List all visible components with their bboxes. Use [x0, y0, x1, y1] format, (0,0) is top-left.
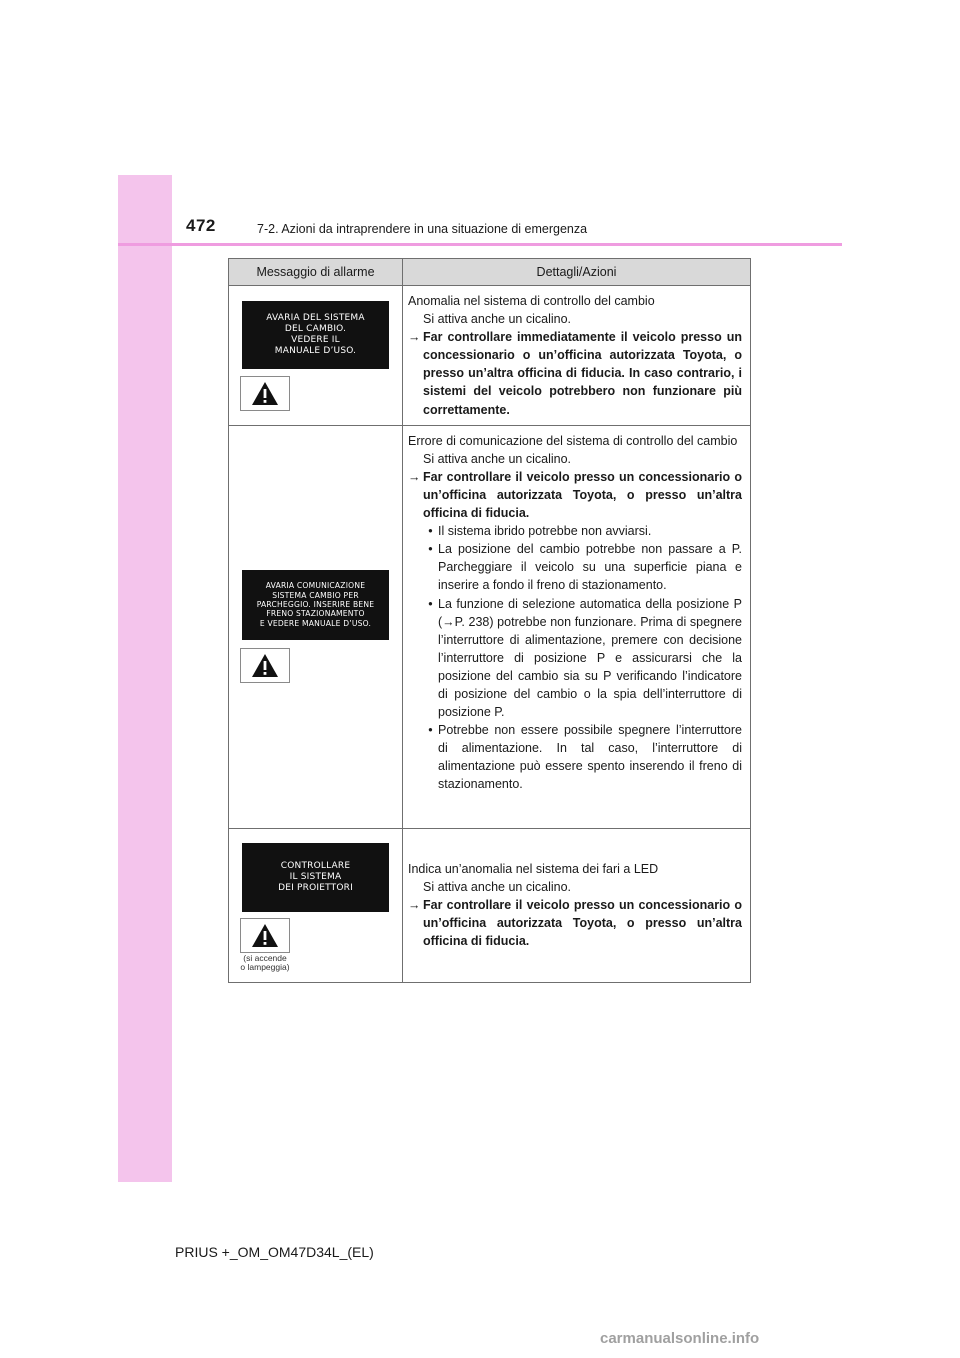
arrow-icon: → [408, 898, 421, 913]
screen-line: FRENO STAZIONAMENTO [266, 609, 365, 619]
screen-line: SISTEMA CAMBIO PER [272, 590, 359, 600]
table-row [229, 286, 751, 426]
table-row [229, 425, 751, 828]
section-title: 7-2. Azioni da intraprendere in una situazione di emergenza [257, 222, 588, 236]
message-cell [229, 286, 403, 426]
details-title: Indica un’anomalia nel sistema dei fari a LED [408, 861, 659, 876]
list-item [423, 595, 742, 722]
action-text: Far controllare il veicolo presso un concessionario o un’officina autorizzata Toyota, o presso un’altra officina di fiducia. [423, 898, 742, 949]
bullet-mark: • [428, 723, 433, 738]
bullet-mark: • [428, 596, 433, 611]
screen-line: DEL CAMBIO. [284, 324, 347, 334]
screen-line: DEI PROIETTORI [278, 882, 353, 893]
bullet-text: La posizione del cambio potrebbe non passare a P. Parcheggiare il veicolo su una superficie piana e inserire a fondo il freno di stazionamento. [438, 542, 742, 593]
bullet-list [408, 522, 742, 793]
message-cell [229, 828, 403, 982]
bullet-mark: • [428, 524, 433, 539]
screen-line: VEDERE IL [291, 335, 340, 345]
page-number: 472 [186, 216, 216, 235]
warning-messages-table [228, 258, 751, 983]
screen-line: E VEDERE MANUALE D’USO. [259, 618, 372, 628]
warning-triangle-icon [240, 376, 290, 411]
icon-caption-line: (si accende [243, 952, 287, 963]
action-item [408, 896, 742, 950]
warning-triangle-icon [240, 918, 290, 953]
document-code: PRIUS +_OM_OM47D34L_(EL) [175, 1244, 374, 1260]
action-item [408, 328, 742, 418]
icon-caption [229, 954, 301, 972]
warning-triangle-icon [240, 648, 290, 683]
column-header-details: Dettagli/Azioni [403, 259, 751, 286]
icon-caption-line: o lampeggia) [240, 961, 290, 972]
screen-line: AVARIA COMUNICAZIONE [265, 581, 366, 591]
table-header-row [229, 259, 751, 286]
details-sub: Si attiva anche un cicalino. [423, 451, 572, 466]
details-cell [403, 425, 751, 828]
list-item [423, 721, 742, 793]
warning-screen-display [242, 843, 389, 912]
bullet-mark: • [428, 542, 433, 557]
list-item [423, 522, 742, 540]
warning-screen-display [242, 570, 389, 640]
details-cell [403, 286, 751, 426]
bullet-text: Potrebbe non essere possibile spegnere l’interruttore di alimentazione. In tal caso, l’interruttore di alimentazione può essere spento inserendo il freno di stazionamento. [438, 723, 742, 792]
message-cell [229, 425, 403, 828]
action-text: Far controllare immediatamente il veicolo presso un concessionario o un’officina autorizzata Toyota, o presso un’altra officina di fiducia. In caso contrario, i sistemi del veicolo potrebbero non funzionare più correttamente. [423, 330, 742, 417]
screen-line: PARCHEGGIO. INSERIRE BENE [256, 599, 375, 609]
table-row [229, 828, 751, 982]
action-item [408, 468, 742, 522]
side-color-band [118, 175, 172, 1182]
screen-line: IL SISTEMA [289, 871, 342, 882]
details-title: Errore di comunicazione del sistema di controllo del cambio [408, 433, 738, 448]
header-rule [118, 243, 842, 246]
screen-line: MANUALE D’USO. [274, 346, 357, 356]
arrow-icon: → [408, 330, 421, 345]
details-sub: Si attiva anche un cicalino. [423, 312, 572, 327]
screen-line: CONTROLLARE [280, 860, 351, 871]
details-title: Anomalia nel sistema di controllo del cambio [408, 294, 655, 308]
warning-screen-display [242, 301, 389, 369]
screen-line: AVARIA DEL SISTEMA [266, 313, 365, 323]
column-header-message: Messaggio di allarme [229, 259, 403, 286]
bullet-text: Il sistema ibrido potrebbe non avviarsi. [438, 524, 652, 539]
bullet-text: La funzione di selezione automatica della posizione P (→P. 238) potrebbe non funzionare. Prima di spegnere l’interruttore di alimentazione, premere con decisione l’interruttore di posizione P e assicurarsi che la posizione del cambio sia su P verificando l’indicatore di posizione del cambio o la spia dell’interruttore di posizione P. [438, 596, 742, 720]
details-sub: Si attiva anche un cicalino. [423, 880, 572, 895]
details-cell [403, 828, 751, 982]
watermark: carmanualsonline.info [600, 1330, 760, 1347]
action-text: Far controllare il veicolo presso un concessionario o un’officina autorizzata Toyota, o presso un’altra officina di fiducia. [423, 469, 742, 521]
arrow-icon: → [408, 469, 421, 484]
list-item [423, 540, 742, 594]
